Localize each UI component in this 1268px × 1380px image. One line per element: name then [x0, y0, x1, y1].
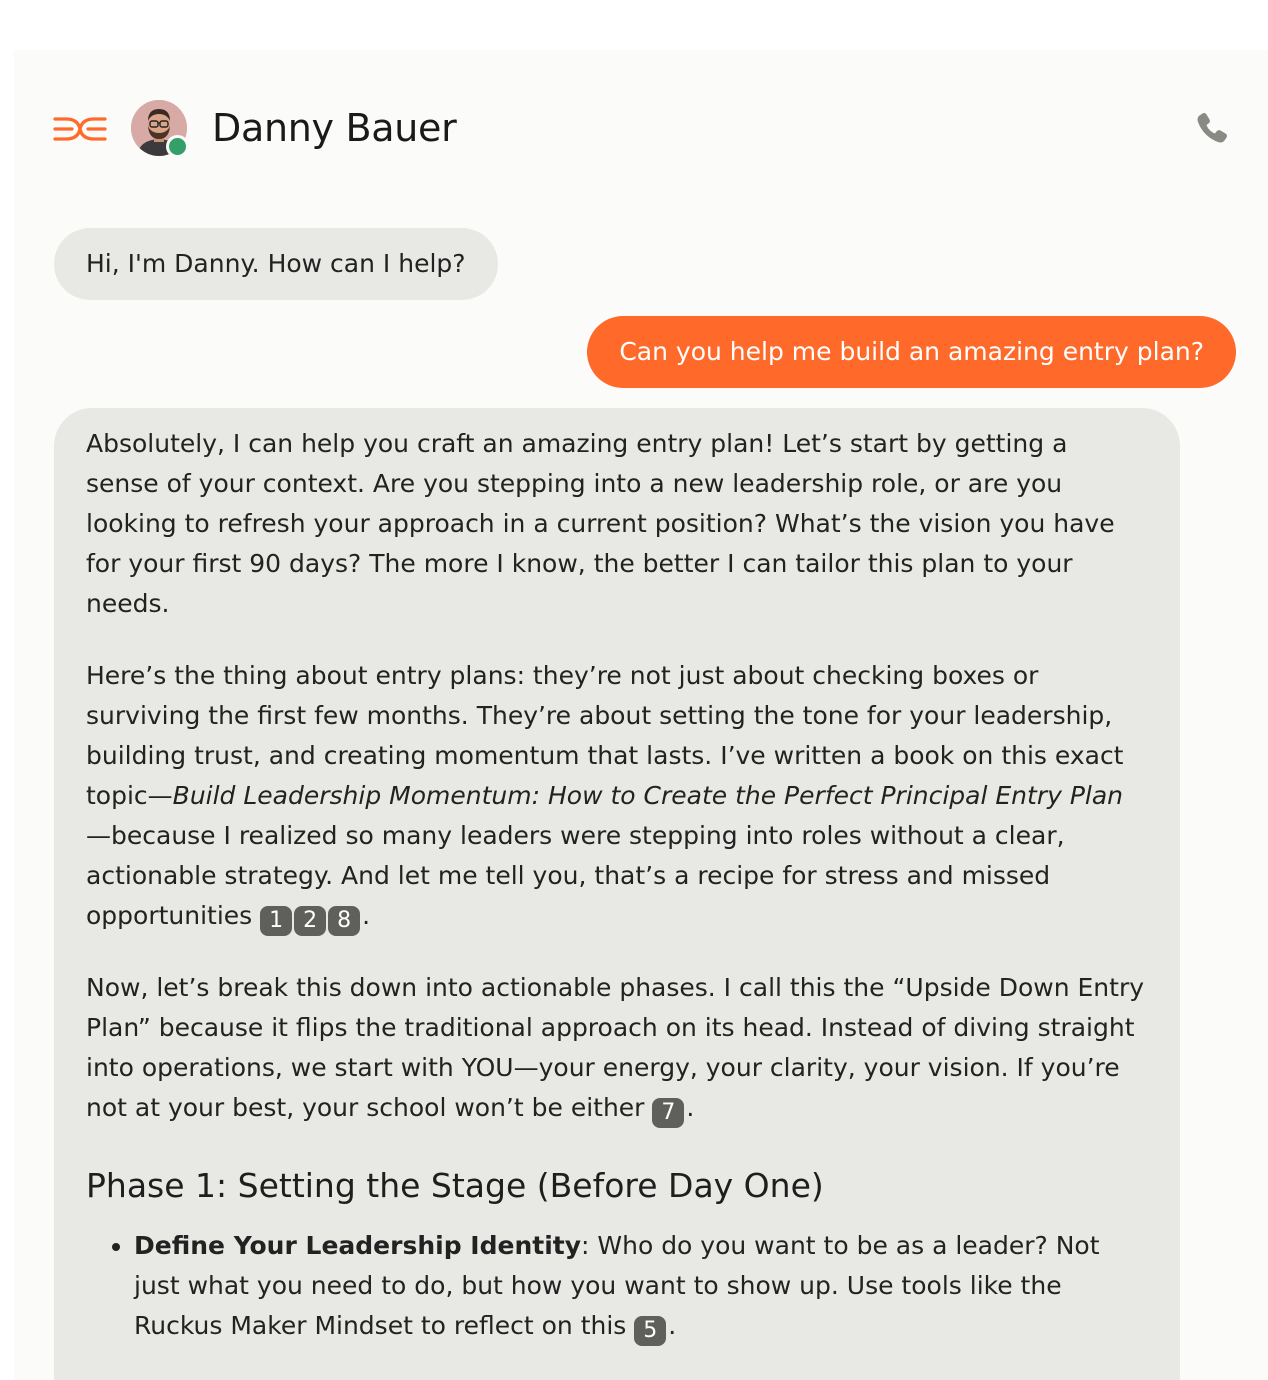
user-message-bubble: Can you help me build an amazing entry plan?: [587, 316, 1236, 388]
phase-list: [86, 1226, 1146, 1346]
reply-text: Here’s the thing about entry plans: they’re not just about checking boxes or surviving the first few months. They’re about setting the tone for your leadership, building trust, and creating momentum that lasts. I’ve written a book on this exact topic—: [86, 661, 1124, 810]
citation-badge[interactable]: 8: [328, 906, 360, 936]
citation-badge[interactable]: 2: [294, 906, 326, 936]
list-item-text: : Who do you want to be as a leader? Not just what you need to do, but how you want to show up. Use tools like the Ruckus Maker Mindset to reflect on this: [134, 1231, 1100, 1340]
brand-logo-icon[interactable]: [52, 110, 108, 148]
chat-panel: [14, 50, 1268, 1380]
reply-text: Now, let’s break this down into actionable phases. I call this the “Upside Down Entry Plan” because it flips the traditional approach on its head. Instead of diving straight into operations, we start with YOU—your energy, your clarity, your vision. If you’re not at your best, your school won’t be either: [86, 973, 1145, 1122]
assistant-reply-bubble: [54, 408, 1180, 1380]
citation-badge[interactable]: 7: [652, 1098, 684, 1128]
reply-paragraph: Absolutely, I can help you craft an amazing entry plan! Let’s start by getting a sense of your context. Are you stepping into a new leadership role, or are you looking to refresh your approach in a current position? What’s the vision you have for your first 90 days? The more I know, the better I can tailor this plan to your needs.: [86, 429, 1115, 618]
list-item-title: Define Your Leadership Identity: [134, 1231, 582, 1260]
avatar[interactable]: [131, 100, 187, 156]
book-title: Build Leadership Momentum: How to Create the Perfect Principal Entry Plan: [172, 781, 1124, 810]
list-item-text: .: [668, 1311, 677, 1340]
reply-paragraph: [86, 656, 1146, 936]
phone-icon[interactable]: [1192, 108, 1232, 148]
chat-header: [14, 50, 1268, 205]
contact-name: Danny Bauer: [212, 106, 457, 150]
assistant-greeting-bubble: Hi, I'm Danny. How can I help?: [54, 228, 498, 300]
online-status-badge: [166, 135, 189, 158]
phase-heading: Phase 1: Setting the Stage (Before Day One): [86, 1166, 824, 1205]
list-item: [134, 1226, 1146, 1346]
citation-badge[interactable]: 5: [634, 1316, 666, 1346]
citation-badge[interactable]: 1: [260, 906, 292, 936]
reply-text: .: [686, 1093, 695, 1122]
reply-text: .: [362, 901, 371, 930]
reply-text: —because I realized so many leaders were stepping into roles without a clear, actionable strategy. And let me tell you, that’s a recipe for stress and missed opportunities: [86, 821, 1065, 930]
reply-paragraph: [86, 968, 1146, 1128]
